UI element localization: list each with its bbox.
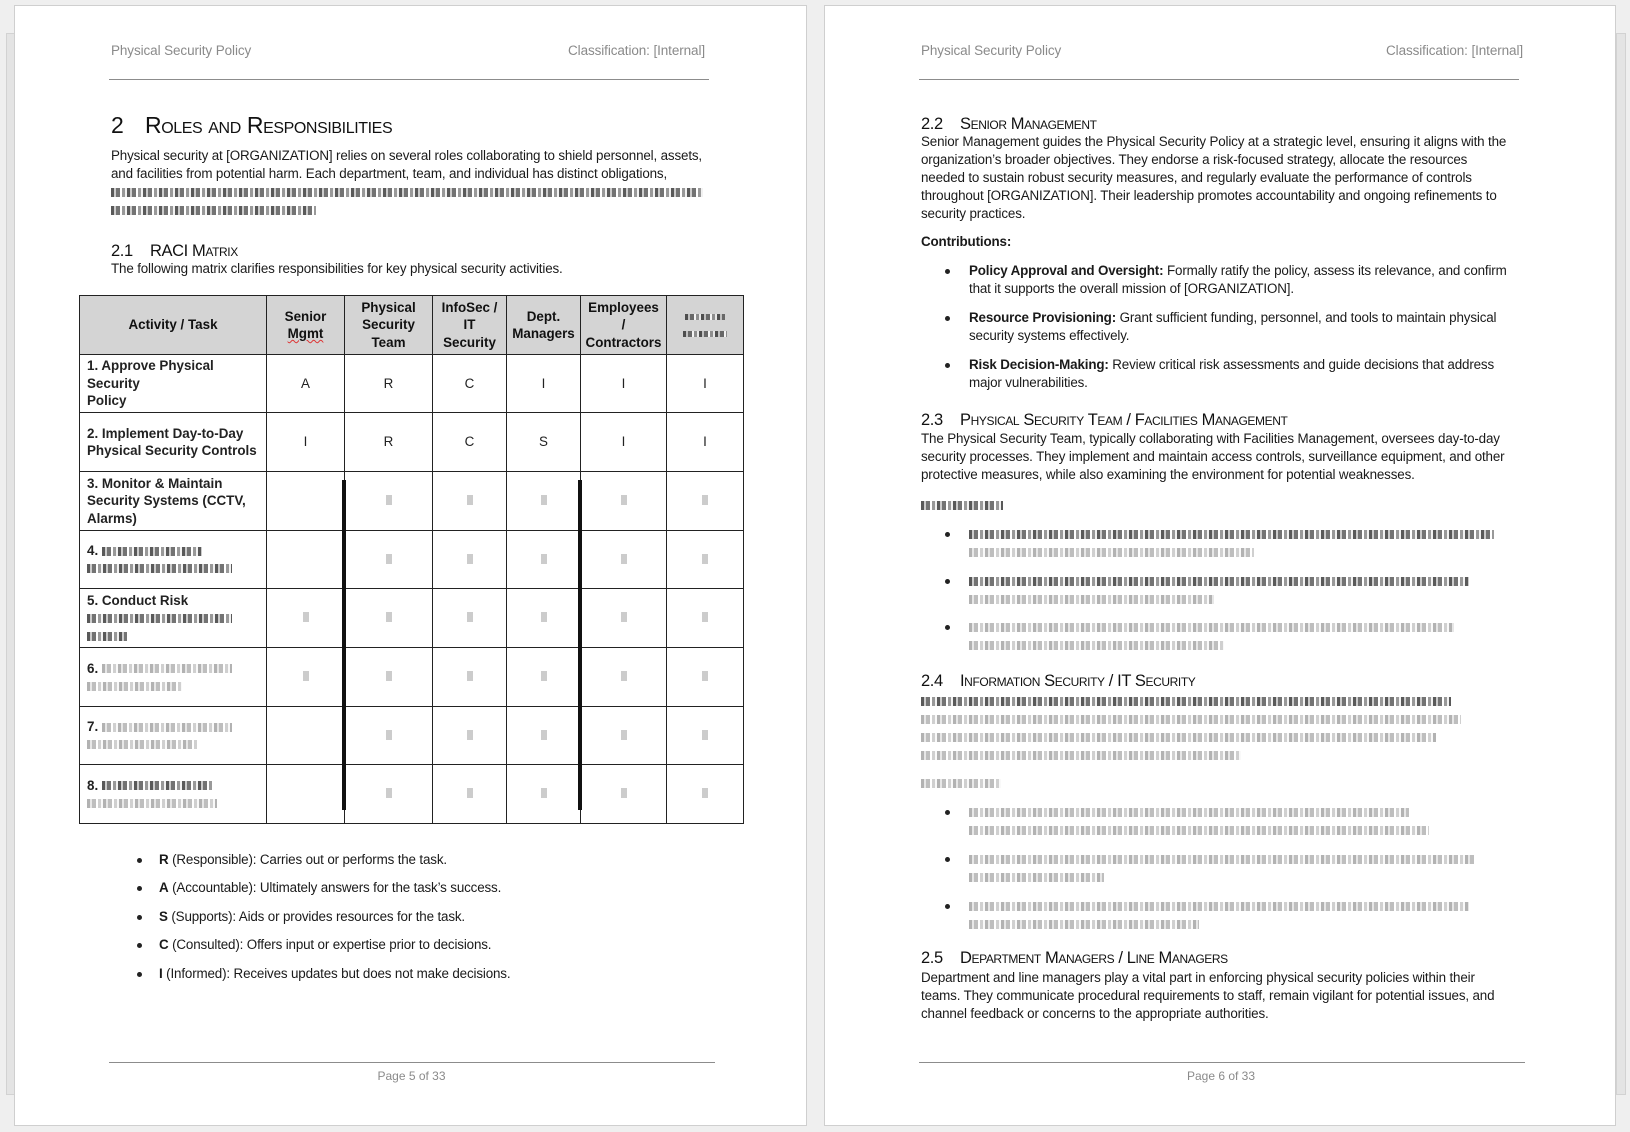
raci-cell-illegible (433, 589, 507, 648)
page-number: Page 5 of 33 (377, 1069, 446, 1083)
contribution-item-illegible (969, 618, 1454, 654)
subsection-heading-2-4: 2.4 Information Security / IT Security (921, 672, 1196, 690)
raci-cell (267, 707, 345, 765)
col-header-infosec: InfoSec / IT Security (433, 296, 507, 355)
header-rule (919, 79, 1519, 80)
col-header-activity: Activity / Task (80, 296, 267, 355)
raci-cell-illegible (267, 589, 345, 648)
subsection-heading-2-3: 2.3 Physical Security Team / Facilities Management (921, 411, 1288, 429)
raci-cell (267, 765, 345, 824)
legend-item-i: I (Informed): Receives updates but does not make decisions. (159, 966, 511, 981)
table-thick-rule (578, 480, 582, 810)
table-header-row (80, 296, 744, 355)
contribution-item: Resource Provisioning: Grant sufficient funding, personnel, and tools to maintain physical security systems effectively. (969, 310, 1497, 343)
raci-cell: I (667, 355, 744, 413)
section-title: Roles and Responsibilities (145, 112, 393, 138)
table-row: 7. (80, 707, 744, 765)
raci-cell (267, 531, 345, 589)
raci-cell-illegible (507, 531, 581, 589)
contributions-label-illegible (921, 496, 1003, 514)
intro-paragraph (111, 147, 703, 219)
contribution-item-illegible (969, 897, 1469, 933)
raci-cell-illegible (507, 765, 581, 824)
subsection-number: 2.1 (111, 242, 133, 260)
raci-cell-illegible (581, 707, 667, 765)
raci-cell-illegible (267, 648, 345, 707)
page-header-title: Physical Security Policy (921, 43, 1062, 58)
raci-cell-illegible (507, 648, 581, 707)
raci-cell-illegible (345, 648, 433, 707)
section-heading (111, 112, 392, 139)
physical-security-team-paragraph: The Physical Security Team, typically collaborating with Facilities Management, oversees day-to-day security processes. They implement and maintain access controls, surveillance equipment, and other protective measures, while also examining the environment for potential weaknesses. (921, 431, 1505, 482)
department-managers-paragraph: Department and line managers play a vital part in enforcing physical security policies within their teams. They communicate procedural requirements to staff, remain vigilant for potential issues, and channel feedback or concerns to the appropriate authorities. (921, 970, 1495, 1021)
table-row: 3. Monitor & Maintain Security Systems (CCTV, Alarms) (80, 472, 744, 531)
table-thick-rule (342, 480, 346, 810)
raci-cell-illegible (345, 589, 433, 648)
document-page-6 (824, 5, 1616, 1126)
raci-cell-illegible (667, 589, 744, 648)
table-row: 4. (80, 531, 744, 589)
raci-cell-illegible (581, 648, 667, 707)
contribution-item: Risk Decision-Making: Review critical risk assessments and guide decisions that address major vulnerabilities. (969, 357, 1495, 390)
col-header-employees: Employees / Contractors (581, 296, 667, 355)
raci-cell (267, 472, 345, 531)
col-header-physical-security-team: Physical Security Team (345, 296, 433, 355)
table-row: 8. (80, 765, 744, 824)
page-header-classification: Classification: [Internal] (568, 43, 705, 58)
page-header-title: Physical Security Policy (111, 43, 252, 58)
infosec-paragraph-illegible (921, 692, 1461, 764)
raci-cell-illegible (433, 765, 507, 824)
contribution-item-illegible (969, 803, 1429, 839)
raci-cell: I (667, 413, 744, 472)
contribution-item-illegible (969, 850, 1474, 886)
intro-line-illegible (111, 201, 703, 219)
raci-cell: I (581, 413, 667, 472)
raci-cell: I (267, 413, 345, 472)
raci-cell-illegible (345, 707, 433, 765)
footer-rule (919, 1062, 1525, 1063)
page-header-classification: Classification: [Internal] (1386, 43, 1523, 58)
raci-cell: R (345, 413, 433, 472)
col-header-senior-mgmt: Senior Mgmt (267, 296, 345, 355)
subsection-heading-2-5: 2.5 Department Managers / Line Managers (921, 949, 1228, 967)
contributions-label-illegible (921, 774, 1001, 792)
senior-management-paragraph: Senior Management guides the Physical Security Policy at a strategic level, ensuring it aligns with the organization’s broader objectives. They endorse a risk-focused strategy, allocate the resources needed to sustain robust security measures, and regularly evaluate the performance of controls throughout [ORGANIZATION]. Their leadership promotes accountability and ongoing refinements to security practices. (921, 134, 1507, 221)
raci-matrix-table (79, 295, 744, 824)
intro-line-illegible (111, 183, 703, 201)
raci-cell-illegible (345, 472, 433, 531)
raci-cell-illegible (433, 707, 507, 765)
raci-cell-illegible (345, 531, 433, 589)
section-number: 2 (111, 112, 124, 138)
contributions-label: Contributions: (921, 234, 1012, 249)
subsection-intro: The following matrix clarifies responsibilities for key physical security activities. (111, 261, 563, 276)
raci-cell: A (267, 355, 345, 413)
raci-cell-illegible (507, 589, 581, 648)
table-row: 1. Approve Physical Security Policy A R C I I I (80, 355, 744, 413)
raci-cell-illegible (507, 472, 581, 531)
raci-cell-illegible (581, 472, 667, 531)
contribution-item: Policy Approval and Oversight: Formally ratify the policy, assess its relevance, and confirm that it supports the overall mission of [ORGANIZATION]. (969, 263, 1507, 296)
raci-cell-illegible (667, 765, 744, 824)
next-page-edge (1616, 33, 1626, 1095)
col-header-dept-managers: Dept. Managers (507, 296, 581, 355)
legend-item-r: R (Responsible): Carries out or performs the task. (159, 852, 447, 867)
raci-cell-illegible (667, 531, 744, 589)
raci-cell-illegible (581, 765, 667, 824)
raci-cell: C (433, 413, 507, 472)
raci-cell-illegible (667, 472, 744, 531)
raci-cell-illegible (667, 707, 744, 765)
raci-cell: C (433, 355, 507, 413)
footer-rule (109, 1062, 715, 1063)
raci-cell-illegible (507, 707, 581, 765)
legend-item-s: S (Supports): Aids or provides resources for the task. (159, 909, 465, 924)
raci-cell: I (581, 355, 667, 413)
document-page-5 (14, 5, 807, 1126)
intro-line: Physical security at [ORGANIZATION] relies on several roles collaborating to shield personnel, assets, (111, 148, 702, 163)
table-row: 2. Implement Day-to-Day Physical Security Controls I R C S I I (80, 413, 744, 472)
subsection-heading-2-2: 2.2 Senior Management (921, 115, 1097, 133)
table-row: 6. (80, 648, 744, 707)
contribution-item-illegible (969, 525, 1494, 561)
raci-cell: I (507, 355, 581, 413)
raci-cell-illegible (581, 531, 667, 589)
subsection-title: RACI Matrix (150, 242, 238, 260)
col-header-illegible (667, 296, 744, 355)
intro-line: and facilities from potential harm. Each department, team, and individual has distinct obligations, (111, 166, 668, 181)
header-rule (109, 79, 709, 80)
page-number: Page 6 of 33 (1186, 1069, 1256, 1083)
raci-cell-illegible (345, 765, 433, 824)
legend-item-c: C (Consulted): Offers input or expertise prior to decisions. (159, 937, 492, 952)
subsection-heading (111, 242, 238, 261)
raci-cell-illegible (581, 589, 667, 648)
raci-cell-illegible (667, 648, 744, 707)
legend-item-a: A (Accountable): Ultimately answers for the task’s success. (159, 880, 502, 895)
raci-cell-illegible (433, 531, 507, 589)
table-row: 5. Conduct Risk (80, 589, 744, 648)
contribution-item-illegible (969, 572, 1469, 608)
raci-cell-illegible (433, 472, 507, 531)
raci-cell: S (507, 413, 581, 472)
raci-cell-illegible (433, 648, 507, 707)
raci-cell: R (345, 355, 433, 413)
